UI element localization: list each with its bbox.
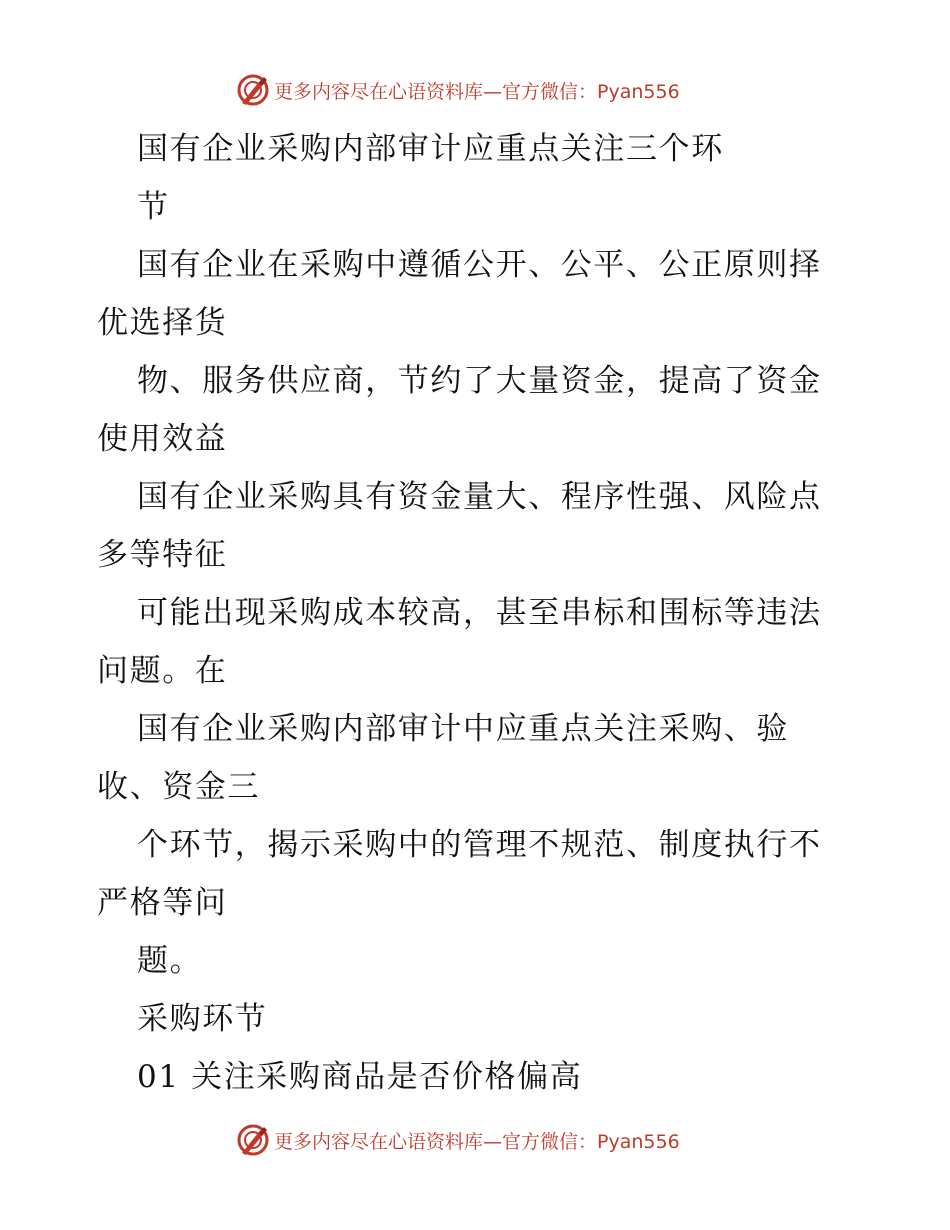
text-line: 节	[137, 189, 170, 225]
watermark-header	[236, 72, 680, 108]
text-line: 个环节，揭示采购中的管理不规范、制度执行不	[137, 827, 822, 863]
watermark-text: 更多内容尽在心语资料库—官方微信：Pyan556	[274, 80, 680, 103]
text-line: 采购环节	[137, 1001, 268, 1037]
text-line: 国有企业采购内部审计应重点关注三个环	[137, 131, 724, 167]
text-line: 严格等问	[97, 885, 228, 921]
text-line: 问题。在	[97, 653, 228, 689]
text-line: 物、服务供应商，节约了大量资金，提高了资金	[137, 363, 822, 399]
text-line: 使用效益	[97, 421, 228, 457]
text-line: 多等特征	[97, 537, 228, 573]
text-line: 国有企业采购内部审计中应重点关注采购、验	[137, 711, 789, 747]
text-line: 题。	[137, 943, 203, 979]
text-line: 收、资金三	[97, 769, 260, 805]
text-line: 可能出现采购成本较高，甚至串标和围标等违法	[137, 595, 822, 631]
watermark-footer	[236, 1122, 680, 1158]
text-line: 01 关注采购商品是否价格偏高	[137, 1059, 583, 1095]
text-line: 优选择货	[97, 305, 228, 341]
document-body	[97, 120, 853, 1106]
text-line: 国有企业在采购中遵循公开、公平、公正原则择	[137, 247, 822, 283]
text-line: 国有企业采购具有资金量大、程序性强、风险点	[137, 479, 822, 515]
pen-logo-icon	[236, 1123, 270, 1157]
pen-logo-icon	[236, 73, 270, 107]
watermark-text: 更多内容尽在心语资料库—官方微信：Pyan556	[274, 1130, 680, 1153]
